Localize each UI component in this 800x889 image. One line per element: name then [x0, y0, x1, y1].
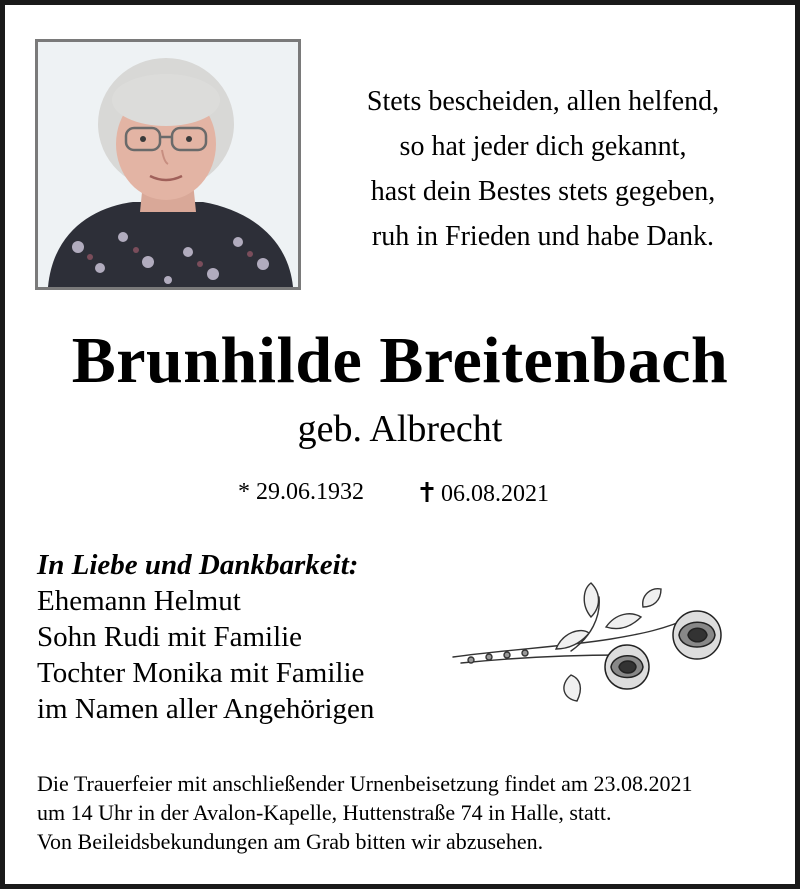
roses-illustration — [451, 577, 731, 703]
mourner-line: Ehemann Helmut — [37, 585, 241, 617]
poem-line: so hat jeder dich gekannt, — [399, 131, 687, 162]
deceased-name: Brunhilde Breitenbach — [71, 324, 729, 397]
poem — [323, 79, 763, 259]
death-date — [419, 479, 549, 508]
maiden-name: geb. Albrecht — [297, 408, 503, 450]
funeral-notice — [37, 769, 693, 856]
mourners-heading: In Liebe und Dankbarkeit: — [37, 549, 359, 581]
death-date-text: 06.08.2021 — [441, 481, 549, 507]
notice-line: Von Beileidsbekundungen am Grab bitten wir abzusehen. — [37, 829, 544, 854]
birth-date: * 29.06.1932 — [238, 479, 364, 505]
poem-line: ruh in Frieden und habe Dank. — [371, 221, 715, 252]
poem-line: Stets bescheiden, allen helfend, — [366, 86, 720, 117]
mourner-line: Tochter Monika mit Familie — [37, 657, 365, 689]
portrait-image — [38, 42, 298, 287]
poem-line: hast dein Bestes stets gegeben, — [370, 176, 716, 207]
rose-2 — [673, 611, 721, 659]
mourners-block — [37, 547, 374, 727]
mourner-line: Sohn Rudi mit Familie — [37, 621, 303, 653]
portrait-photo — [35, 39, 301, 290]
notice-line: um 14 Uhr in der Avalon-Kapelle, Huttenstraße 74 in Halle, statt. — [37, 800, 612, 825]
mourner-line: im Namen aller Angehörigen — [37, 693, 375, 725]
cross-icon — [419, 481, 435, 503]
notice-line: Die Trauerfeier mit anschließender Urnenbeisetzung findet am 23.08.2021 — [37, 771, 693, 796]
rose-1 — [605, 645, 649, 689]
